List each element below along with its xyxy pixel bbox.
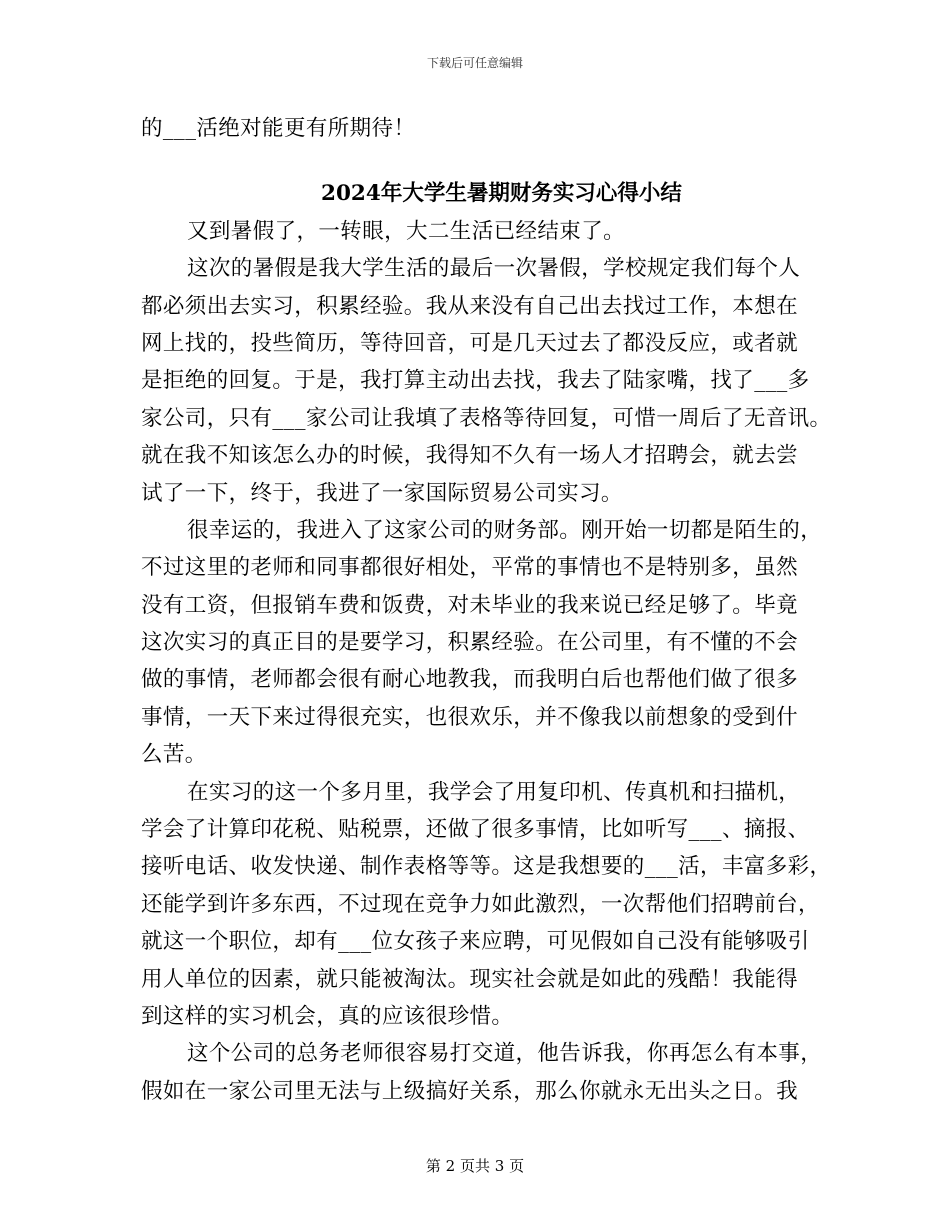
paragraph-line: 又到暑假了，一转眼，大二生活已经结束了。: [187, 218, 626, 244]
paragraph-line: 很幸运的，我进入了这家公司的财务部。刚开始一切都是陌生的，: [187, 517, 823, 543]
document-title: 2024年大学生暑期财务实习心得小结: [321, 181, 682, 207]
paragraph-line: 么苦。: [141, 742, 207, 768]
page-footer: 第 2 页共 3 页: [425, 1157, 525, 1175]
paragraph-line: 这次的暑假是我大学生活的最后一次暑假，学校规定我们每个人: [187, 256, 801, 282]
paragraph-line: 就在我不知该怎么办的时候，我得知不久有一场人才招聘会，就去尝: [141, 443, 799, 469]
paragraph-line: 试了一下，终于，我进了一家国际贸易公司实习。: [141, 480, 623, 506]
paragraph-line: 不过这里的老师和同事都很好相处，平常的事情也不是特别多，虽然: [141, 555, 799, 581]
page-header: 下载后可任意编辑: [426, 56, 523, 70]
paragraph-line: 这个公司的总务老师很容易打交道，他告诉我，你再怎么有本事，: [187, 1041, 823, 1067]
paragraph-line: 在实习的这一个多月里，我学会了用复印机、传真机和扫描机，: [187, 779, 801, 805]
spacer: [141, 147, 821, 175]
paragraph-line: 的___活绝对能更有所期待！: [141, 116, 416, 141]
paragraph-line: 还能学到许多东西，不过现在竞争力如此激烈，一次帮他们招聘前台，: [141, 891, 820, 917]
paragraph-line: 是拒绝的回复。于是，我打算主动出去找，我去了陆家嘴，找了___多: [141, 368, 810, 394]
paragraph-line: 学会了计算印花税、贴税票，还做了很多事情，比如听写___、摘报、: [141, 817, 810, 843]
paragraph-line: 这次实习的真正目的是要学习，积累经验。在公司里，有不懂的不会: [141, 630, 799, 656]
paragraph-line: 到这样的实习机会，真的应该很珍惜。: [141, 1003, 514, 1029]
paragraph-line: 接听电话、收发快递、制作表格等等。这是我想要的___活，丰富多彩，: [141, 854, 832, 880]
paragraph-line: 网上找的，投些简历，等待回音，可是几天过去了都没反应，或者就: [141, 330, 799, 356]
paragraph-line: 家公司，只有___家公司让我填了表格等待回复，可惜一周后了无音讯。: [141, 405, 832, 431]
document-body: [141, 110, 832, 1110]
paragraph-line: 做的事情，老师都会很有耐心地教我，而我明白后也帮他们做了很多: [141, 667, 799, 693]
paragraph-line: 事情，一天下来过得很充实，也很欢乐，并不像我以前想象的受到什: [141, 704, 799, 730]
paragraph-line: 假如在一家公司里无法与上级搞好关系，那么你就永无出头之日。我: [141, 1078, 799, 1104]
paragraph-line: 用人单位的因素，就只能被淘汰。现实社会就是如此的残酷！我能得: [141, 966, 799, 992]
paragraph-line: 没有工资，但报销车费和饭费，对未毕业的我来说已经足够了。毕竟: [141, 592, 799, 618]
paragraph-line: 就这一个职位，却有___位女孩子来应聘，可见假如自己没有能够吸引: [141, 929, 810, 955]
paragraph-line: 都必须出去实习，积累经验。我从来没有自己出去找过工作，本想在: [141, 293, 799, 319]
